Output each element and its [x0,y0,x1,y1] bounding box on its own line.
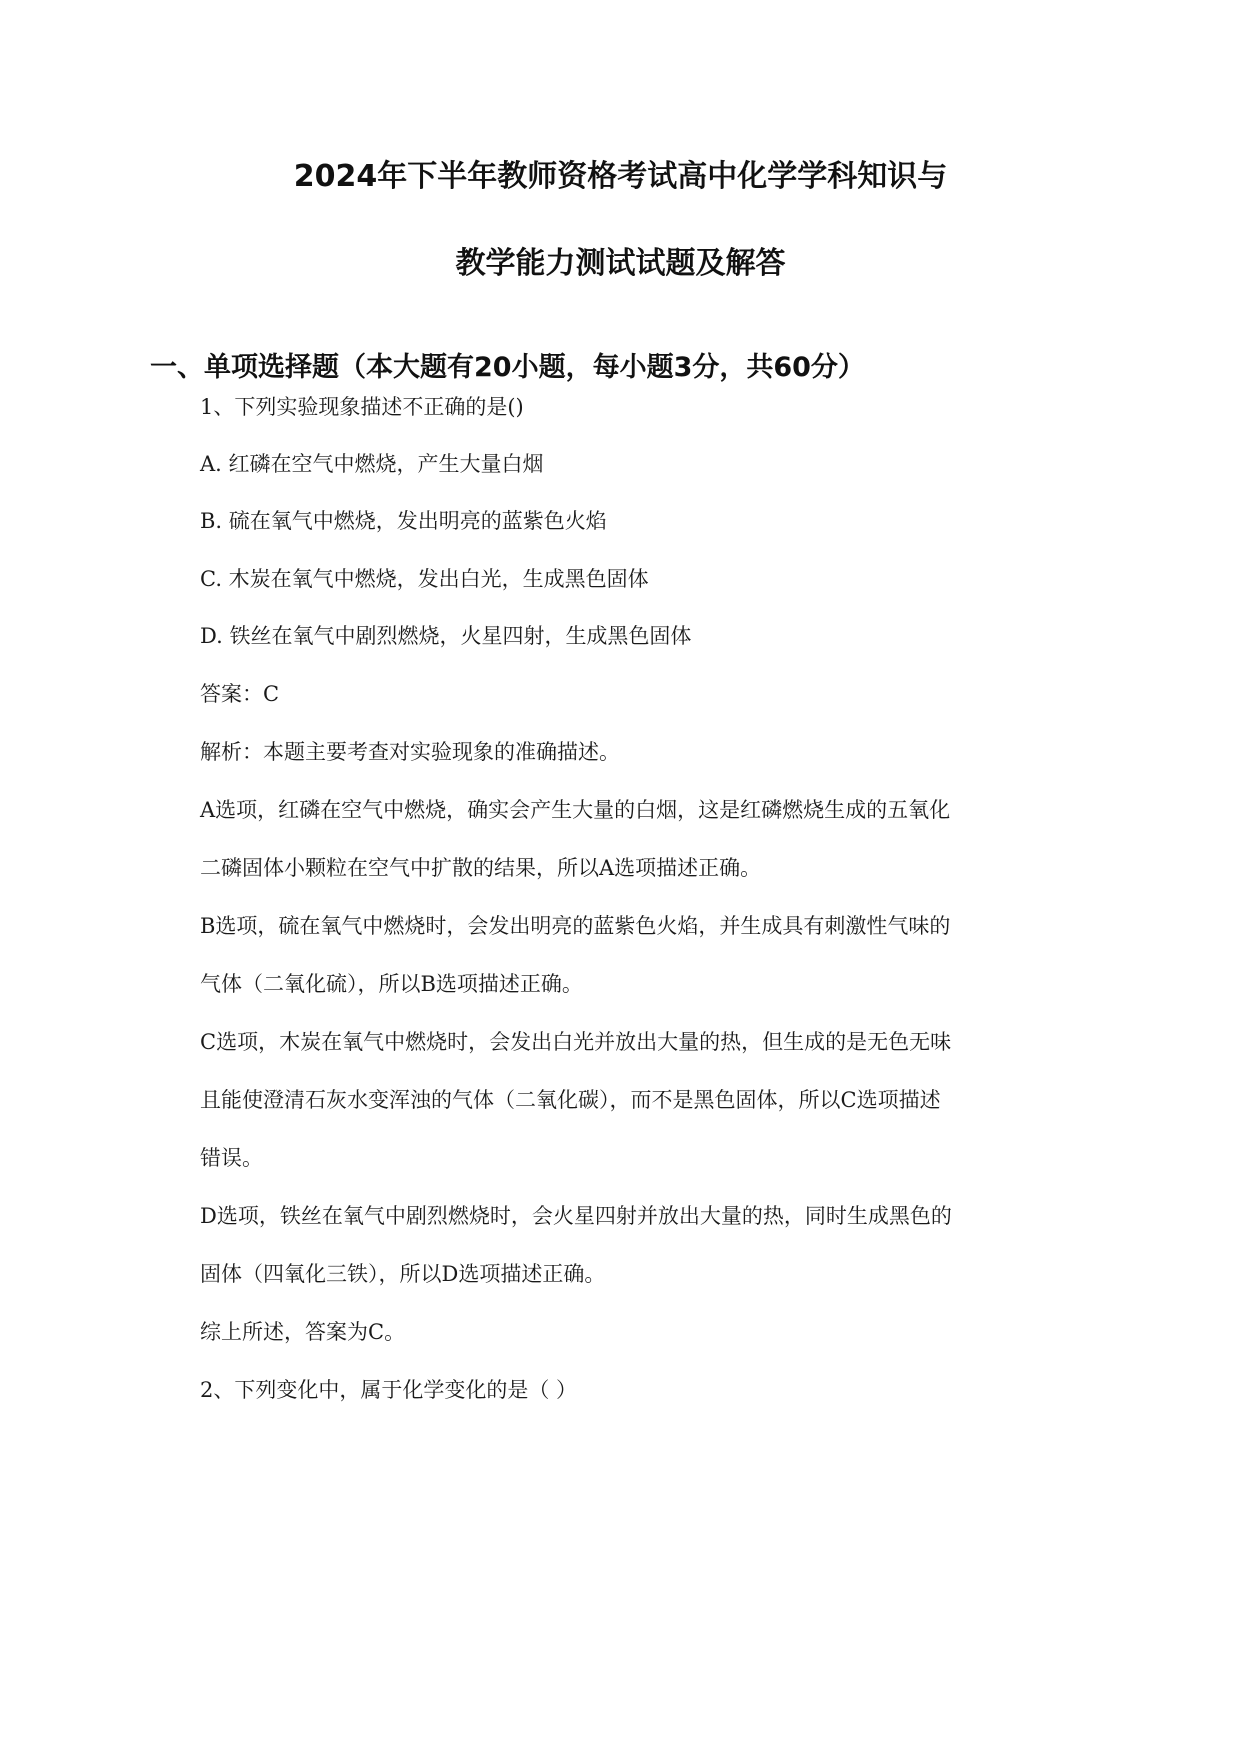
analysis-line: 错误。 [200,1146,263,1170]
question-1-conclusion: 综上所述，答案为C。 [200,1320,406,1344]
analysis-line: 且能使澄清石灰水变浑浊的气体（二氧化碳），而不是黑色固体，所以C选项描述 [200,1088,941,1112]
analysis-line: C选项，木炭在氧气中燃烧时，会发出白光并放出大量的热，但生成的是无色无味 [200,1030,952,1054]
question-1-option-a: A. 红磷在空气中燃烧，产生大量白烟 [200,452,544,476]
question-2-stem: 2、下列变化中，属于化学变化的是（ ） [200,1378,578,1402]
analysis-line: 气体（二氧化硫），所以B选项描述正确。 [200,972,583,996]
document-title-line-1: 2024年下半年教师资格考试高中化学学科知识与 [293,159,948,194]
question-1-answer: 答案：C [200,682,280,706]
analysis-line: A选项，红磷在空气中燃烧，确实会产生大量的白烟，这是红磷燃烧生成的五氧化 [200,798,951,822]
question-1-option-d: D. 铁丝在氧气中剧烈燃烧，火星四射，生成黑色固体 [200,624,692,648]
question-1-stem: 1、下列实验现象描述不正确的是() [200,395,524,419]
question-1-option-b: B. 硫在氧气中燃烧，发出明亮的蓝紫色火焰 [200,509,607,533]
question-1-analysis-intro: 解析：本题主要考查对实验现象的准确描述。 [200,740,620,764]
analysis-line: 固体（四氧化三铁），所以D选项描述正确。 [200,1262,606,1286]
section-heading: 一、单项选择题（本大题有20小题，每小题3分，共60分） [150,352,865,383]
analysis-line: B选项，硫在氧气中燃烧时，会发出明亮的蓝紫色火焰，并生成具有刺激性气味的 [200,914,951,938]
analysis-line: 二磷固体小颗粒在空气中扩散的结果，所以A选项描述正确。 [200,856,762,880]
document-title-line-2: 教学能力测试试题及解答 [455,246,786,281]
question-1-option-c: C. 木炭在氧气中燃烧，发出白光，生成黑色固体 [200,567,649,591]
analysis-line: D选项，铁丝在氧气中剧烈燃烧时，会火星四射并放出大量的热，同时生成黑色的 [200,1204,952,1228]
